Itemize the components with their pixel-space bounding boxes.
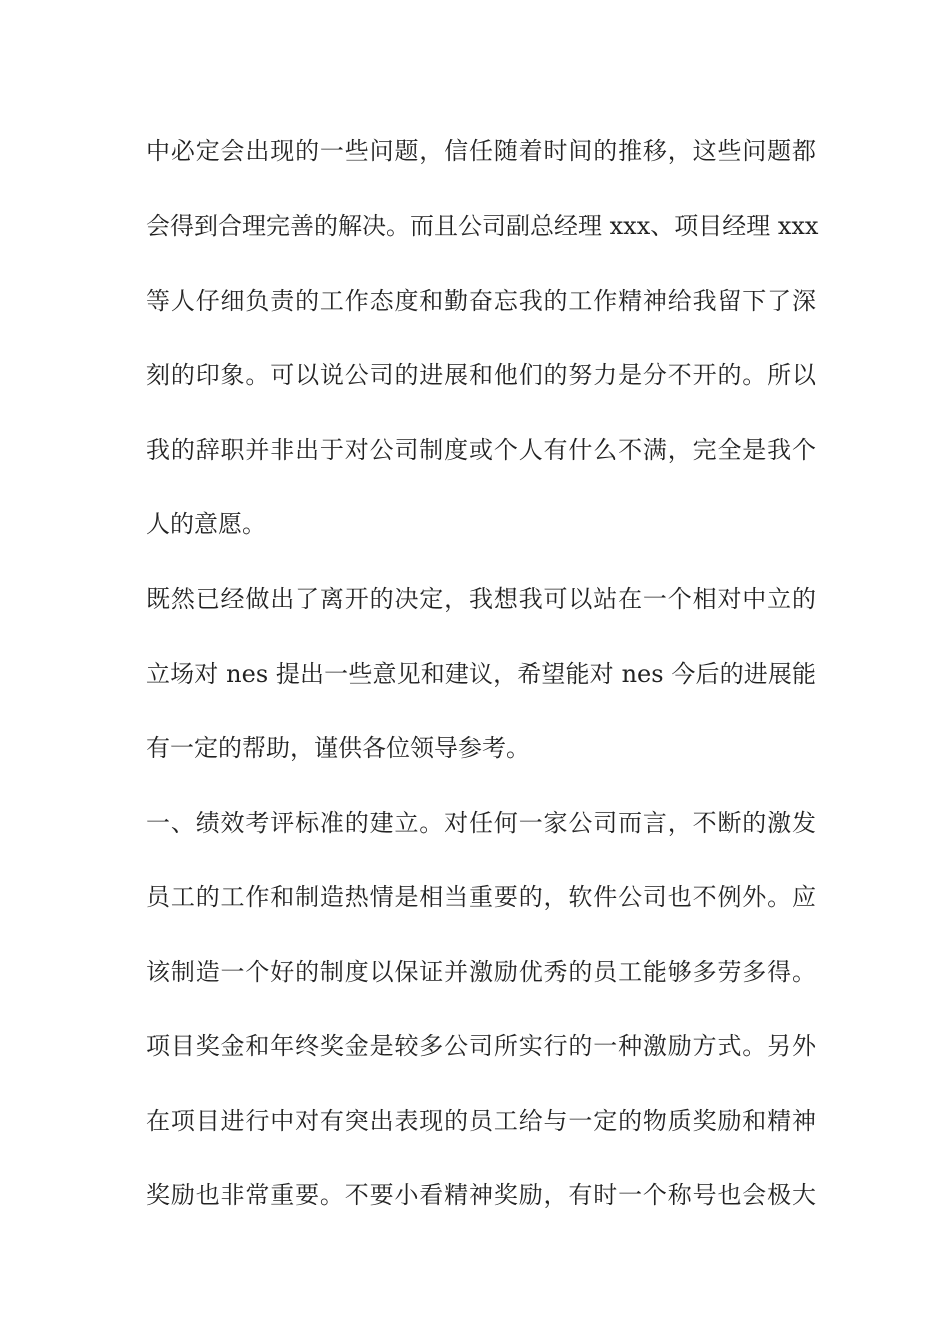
text-line-5: 我的辞职并非出于对公司制度或个人有什么不满，完全是我个	[146, 436, 816, 464]
text-line-4: 刻的印象。可以说公司的进展和他们的努力是分不开的。所以	[146, 361, 816, 389]
text-line-8: 立场对 nes 提出一些意见和建议，希望能对 nes 今后的进展能	[146, 660, 816, 688]
text-line-14: 在项目进行中对有突出表现的员工给与一定的物质奖励和精神	[146, 1107, 816, 1135]
text-line-9: 有一定的帮助，谨供各位领导参考。	[146, 734, 530, 762]
text-line-15: 奖励也非常重要。不要小看精神奖励，有时一个称号也会极大	[146, 1181, 816, 1209]
text-line-6: 人的意愿。	[146, 510, 266, 538]
text-line-1: 中必定会出现的一些问题，信任随着时间的推移，这些问题都	[146, 137, 816, 165]
text-line-7: 既然已经做出了离开的决定，我想我可以站在一个相对中立的	[146, 585, 816, 613]
text-line-2: 会得到合理完善的解决。而且公司副总经理 xxx、项目经理 xxx	[146, 212, 819, 240]
text-line-11: 员工的工作和制造热情是相当重要的，软件公司也不例外。应	[146, 883, 816, 911]
text-line-13: 项目奖金和年终奖金是较多公司所实行的一种激励方式。另外	[146, 1032, 816, 1060]
text-line-12: 该制造一个好的制度以保证并激励优秀的员工能够多劳多得。	[146, 958, 816, 986]
text-line-3: 等人仔细负责的工作态度和勤奋忘我的工作精神给我留下了深	[146, 287, 816, 315]
text-line-10: 一、绩效考评标准的建立。对任何一家公司而言，不断的激发	[146, 809, 816, 837]
